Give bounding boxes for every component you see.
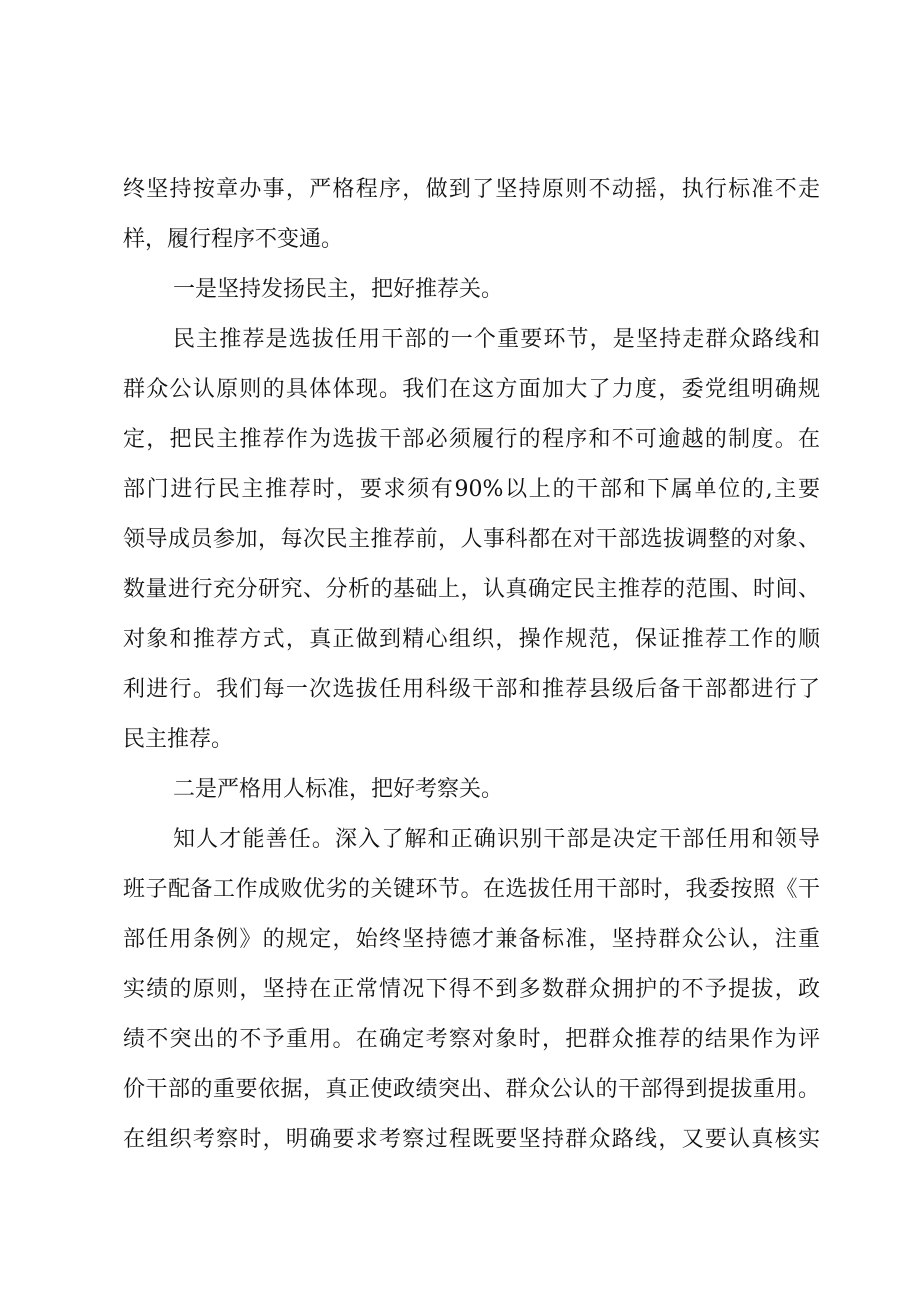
text-line: 定，把民主推荐作为选拔干部必须履行的程序和不可逾越的制度。在	[123, 427, 820, 452]
text-line: 样，履行程序不变通。	[123, 227, 344, 252]
text-line: 领导成员参加，每次民主推荐前，人事科都在对干部选拔调整的对象、	[123, 527, 820, 552]
text-line: 班子配备工作成败优劣的关键环节。在选拔任用干部时，我委按照《干	[123, 877, 820, 902]
text-line: 知人才能善任。深入了解和正确识别干部是决定干部任用和领导	[173, 827, 820, 852]
text-line: 数量进行充分研究、分析的基础上，认真确定民主推荐的范围、时间、	[123, 577, 820, 602]
text-line: 民主推荐是选拔任用干部的一个重要环节，是坚持走群众路线和	[173, 327, 820, 352]
text-line: 部任用条例》的规定，始终坚持德才兼备标准，坚持群众公认，注重	[123, 927, 820, 952]
section-heading: 一是坚持发扬民主，把好推荐关。	[173, 277, 504, 302]
text-line: 民主推荐。	[123, 727, 234, 752]
text-line: 终坚持按章办事，严格程序，做到了坚持原则不动摇，执行标准不走	[123, 177, 820, 202]
section-heading: 二是严格用人标准，把好考察关。	[173, 777, 504, 802]
text-line: 绩不突出的不予重用。在确定考察对象时，把群众推荐的结果作为评	[123, 1027, 820, 1052]
text-line: 在组织考察时，明确要求考察过程既要坚持群众路线，又要认真核实	[123, 1127, 820, 1152]
text-line: 群众公认原则的具体体现。我们在这方面加大了力度，委党组明确规	[123, 377, 820, 402]
text-line: 价干部的重要依据，真正使政绩突出、群众公认的干部得到提拔重用。	[123, 1077, 820, 1102]
text-line: 对象和推荐方式，真正做到精心组织，操作规范，保证推荐工作的顺	[123, 627, 820, 652]
text-line: 部门进行民主推荐时，要求须有90%以上的干部和下属单位的,主要	[123, 477, 820, 502]
text-line: 实绩的原则，坚持在正常情况下得不到多数群众拥护的不予提拔，政	[123, 977, 820, 1002]
text-line: 利进行。我们每一次选拔任用科级干部和推荐县级后备干部都进行了	[123, 677, 820, 702]
